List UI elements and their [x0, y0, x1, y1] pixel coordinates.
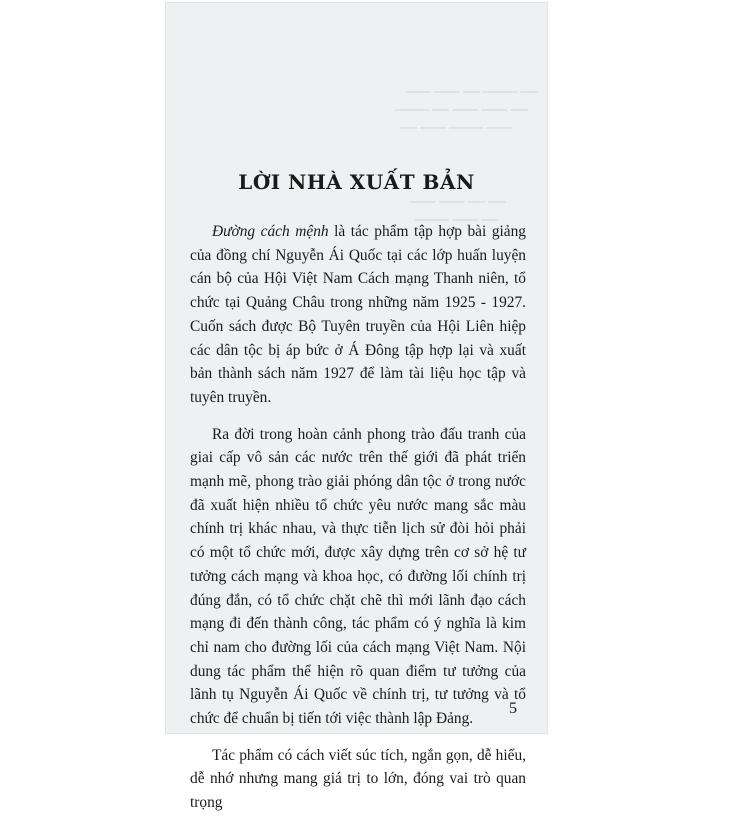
page-number: 5: [509, 700, 517, 717]
show-through-text: ▁▁ ▁▁▁ ▁▁▁▁ ▁▁▁: [400, 116, 513, 129]
show-through-text: ▁▁▁▁ ▁▁ ▁▁▁ ▁▁▁ ▁▁: [395, 98, 528, 111]
paragraph: [190, 423, 526, 731]
show-through-text: ▁▁▁ ▁▁▁ ▁▁ ▁▁▁▁ ▁▁: [405, 80, 538, 93]
paragraph-text: là tác phẩm tập hợp bài giảng của đồng chí Nguyễn Ái Quốc tại các lớp huấn luyện cán bộ của Hội Việt Nam Cách mạng Thanh niên, tổ chức tại Quảng Châu trong những năm 1925 - 1927. Cuốn sách được Bộ Tuyên truyền của Hội Liên hiệp các dân tộc bị áp bức ở Á Đông tập hợp lại và xuất bản thành sách năm 1927 để làm tài liệu học tập và tuyên truyền.: [190, 223, 527, 406]
show-through-text: ▁▁▁▁ ▁▁▁ ▁▁: [415, 208, 499, 221]
paragraph: [190, 220, 526, 410]
paragraph-text: Tác phẩm có cách viết súc tích, ngắn gọn, dễ hiểu, dễ nhớ nhưng mang giá trị to lớn, đóng vai trò quan trọng: [190, 746, 526, 812]
book-page: [165, 2, 548, 812]
book-title-italic: Đường cách mệnh: [212, 223, 329, 240]
paragraph-text: Ra đời trong hoàn cảnh phong trào đấu tranh của giai cấp vô sản các nước trên thế giới đã phát triển mạnh mẽ, phong trào giải phóng dân tộc ở trong nước đã xuất hiện nhiều tổ chức yêu nước mang sắc màu chính trị khác nhau, và thực tiễn lịch sử đòi hỏi phải có một tổ chức mới, được xây dựng trên cơ sở hệ tư tưởng cách mạng và khoa học, có đường lối chính trị đúng đắn, có tổ chức chặt chẽ thì mới lãnh đạo cách mạng đi đến thành công, tác phẩm có ý nghĩa là kim chỉ nam cho đường lối của cách mạng Việt Nam. Nội dung tác phẩm thể hiện rõ quan điểm tư tưởng của lãnh tụ Nguyễn Ái Quốc về chính trị, tư tưởng và tổ chức để chuẩn bị tiến tới việc thành lập Đảng.: [190, 425, 526, 728]
show-through-text: ▁▁▁ ▁▁▁ ▁▁ ▁▁: [410, 190, 506, 203]
paragraph: [190, 744, 526, 815]
preface-body: [190, 220, 526, 828]
page-heading: LỜI NHÀ XUẤT BẢN: [238, 170, 475, 194]
